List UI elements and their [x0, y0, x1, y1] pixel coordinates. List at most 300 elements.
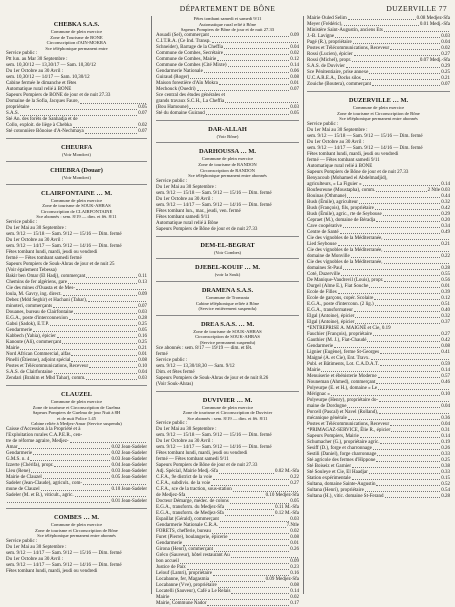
- dot-leader: [380, 350, 440, 354]
- entry-name: Girona (Henri), commerçant: [156, 547, 214, 553]
- phone-number: 0.02: [290, 50, 299, 56]
- dot-leader: [376, 458, 440, 462]
- locality-service-info: Circonscription de RANDON: [200, 167, 255, 173]
- directory-text-line: sem. 10,30/12 — 13,30/17 — Sam. 10,30/12: [6, 63, 96, 69]
- entry-name: Gendarmerie: [307, 343, 334, 349]
- locality-service-info: Sapeurs Pompiers de Guelma de jour Nuit à 8H: [32, 410, 121, 416]
- entry-name: Adj. Spécial, Mairie Medj.-Sfa: [156, 469, 218, 475]
- directory-text-line: Du 1er Mai au 30 Septembre :: [156, 427, 217, 433]
- directory-text-line: (Voir également Tebessa): [6, 267, 57, 273]
- dot-leader: [334, 344, 440, 348]
- entry-name: Kanoute (Ali), commerçant: [6, 339, 62, 345]
- entry-name: Centre de Santé: [307, 229, 339, 235]
- entry-name: Amar: [6, 444, 18, 450]
- dot-leader: [54, 370, 138, 374]
- dot-leader: [374, 296, 440, 300]
- entry-name: Gendarmerie: [156, 541, 183, 547]
- entry-name: maine de Dordogne: [307, 403, 347, 409]
- phone-number: 0.39: [441, 289, 450, 295]
- phone-number: 0.13: [138, 279, 147, 285]
- entry-name: Mairie: [156, 595, 170, 601]
- entry-name: de Medjez-Sfa: [156, 493, 186, 499]
- dot-leader: [75, 493, 146, 497]
- phone-number: 0.04: [138, 369, 147, 375]
- entry-name: (Bou Hamoune): [156, 104, 189, 110]
- directory-text-line: Service public :: [156, 178, 188, 184]
- entry-name: De Manique-Vaudrevil (Louis), propr.: [307, 277, 384, 283]
- locality-service-info: Automatique rural relié à Bône: [198, 21, 257, 27]
- locality-service-info: Cabine téléphonique reliée à Bône: [195, 300, 260, 306]
- entry-name: Domaine de la Sofia, Jacques Faure,: [6, 99, 79, 105]
- dot-leader: [74, 310, 137, 314]
- phone-number: 0.03: [441, 34, 450, 39]
- entry-name: C.F.A., sce de la traction, sous-station: [156, 487, 232, 493]
- column-2: [156, 16, 299, 607]
- phone-number: 0.04: [441, 403, 450, 409]
- directory-text-line: fermé — Fêtes tombant samedi fermé: [6, 255, 82, 261]
- phone-number: 0.33: [441, 469, 450, 475]
- dot-leader: [219, 81, 289, 85]
- locality-service-info: (Voir Bône): [216, 133, 239, 139]
- phone-number: 0.12: [290, 56, 299, 62]
- phone-number: 0.10 Jean-Sadeler: [111, 486, 147, 492]
- phone-number: 0.44: [441, 193, 450, 199]
- locality-service-info: Commune de plein exercice: [352, 105, 405, 110]
- entry-name: Sté du domaine Guiraud: [156, 110, 205, 116]
- dot-leader: [225, 505, 274, 509]
- phone-number: 0.07 Medj.-Sfa: [419, 58, 450, 63]
- entry-name: Cie des mines d'Ouasta et de Mes-: [6, 285, 75, 291]
- directory-text-line: Du 1er Mai au 30 Septembre :: [307, 127, 368, 133]
- dot-leader: [73, 123, 138, 127]
- dot-leader: [204, 69, 289, 73]
- directory-text-line: l'Exploitation rurales C.A.P.E.R., cen-: [6, 432, 83, 438]
- dot-leader: [197, 87, 290, 91]
- entry-name: Fauchier (François), propriétaire: [307, 331, 373, 337]
- phone-number: 0.03: [290, 517, 299, 523]
- entry-name: Cepraet (M.), domaine de Béradja: [307, 217, 376, 223]
- phone-number: 0.07: [138, 129, 147, 135]
- directory-text-line: Benyacoub (Mohamed el Abdelmadjid),: [307, 175, 388, 181]
- phone-number: 0.27: [441, 331, 450, 337]
- entry-name: Elgal (Antoine), épicier: [307, 313, 355, 319]
- directory-text-line: sem. 9/12 — 14/17 — Sam. 9/12 — 14/16 — Dim. fermé: [156, 445, 272, 451]
- locality-service-info: Fêtes tombant samedi et samedi 9/11: [193, 16, 262, 21]
- dot-leader: [376, 380, 440, 384]
- dot-leader: [384, 260, 449, 264]
- entry-name: bon accueil: [156, 559, 179, 565]
- entry-name: Maison forestière d'Aïn Mokra: [156, 80, 218, 86]
- directory-text-line: Du 1er Mai au 30 Septembre :: [6, 544, 67, 550]
- section-divider: [156, 236, 299, 237]
- locality-page-number: DUZERVILLE 77: [386, 4, 447, 13]
- phone-number: 0.40: [441, 307, 450, 313]
- entry-name: Cave coopérative: [307, 223, 342, 229]
- column-divider: [151, 16, 152, 594]
- entry-name: domaine de Monville: [307, 253, 350, 259]
- entry-name: Mairie de Clauzel: [6, 474, 42, 480]
- entry-name: Justice de Paix: [156, 565, 186, 571]
- phone-number: 0.02: [441, 46, 450, 51]
- dot-leader: [30, 105, 137, 109]
- entry-name: Polyeurpe (E. et H.), domaine « Le: [307, 385, 378, 391]
- locality-service-info: (Voir Mondovi): [62, 152, 91, 158]
- locality-service-info: Sce téléphonique permanent entre: [45, 45, 108, 51]
- entry-name: Polyeurpe (Henry), propriétaire do-: [307, 397, 379, 403]
- entry-name: Bush (François), fils, propriétaire: [307, 205, 374, 211]
- dot-leader: [218, 583, 290, 587]
- dot-leader: [376, 482, 440, 486]
- entry-name: Bouinas (Othmane): [307, 193, 347, 199]
- entry-name: Locatelli (Sauveur), Café a Le Relais: [156, 589, 231, 595]
- phone-number: 0.21: [441, 76, 450, 81]
- entry-name: Maigné (A. et Cie), Ent. Travx.: [307, 355, 370, 361]
- phone-number: 0.28: [138, 315, 147, 321]
- phone-number: 0.04: [441, 40, 450, 45]
- phone-number: 0.05: [290, 110, 299, 116]
- directory-text-line: sem. 9/12 — 14/17 — Sam. 9/12 — 14/16 — Dim. fermé: [6, 562, 122, 568]
- directory-text-line: Du 1er Octobre au 30 Avril :: [6, 237, 64, 243]
- dot-leader: [219, 469, 274, 473]
- locality-service-info: et de nuit Police 1.45: [57, 415, 96, 421]
- directory-text-line: Du 1er Octobre au 30 Avril :: [6, 556, 64, 562]
- locality-service-info: Zone de tourisme de SOUK-AHRAS: [193, 328, 262, 334]
- locality-heading: DJEBEL-KOUIF … M.: [195, 264, 260, 272]
- dot-leader: [335, 34, 440, 38]
- directory-text-line: Du 1er Octobre au 30 Avril :: [307, 139, 365, 145]
- entry-name: Porcell (Pascal) et Navel (Rolland),: [307, 409, 379, 415]
- phone-number: 0.37: [441, 319, 450, 325]
- dot-leader: [50, 322, 137, 326]
- phone-number: 0.02: [290, 595, 299, 601]
- phone-number: 0.57: [441, 373, 450, 379]
- directory-text-line: sem. 10,30/12 — 14/17 — Sam. 10,30/12: [6, 75, 90, 81]
- phone-number: 0.07: [138, 303, 147, 309]
- dot-leader: [390, 422, 440, 426]
- directory-text-line: Sapeurs Pompiers de Souk-Ahras de jour et de nuit 25: [6, 261, 115, 267]
- phone-number: 0.08 Medjez-Sfa: [416, 16, 450, 21]
- phone-number: 0.14: [290, 62, 299, 68]
- entry-name: Mairie Ouled Selim: [307, 16, 347, 21]
- directory-text-line: Automatique rural relié à BONE: [307, 163, 373, 169]
- directory-entry: [307, 494, 450, 500]
- entry-name: Nouneman (Ahmed), commerçant: [307, 379, 376, 385]
- entry-name: Furet (Pierre), boulangerie, épicerie: [156, 535, 228, 541]
- directory-text-line: fermé: [156, 351, 168, 357]
- dot-leader: [230, 499, 290, 503]
- entry-name: Gendarmerie Nationale C.R.A.: [156, 523, 219, 529]
- section-divider: [6, 161, 147, 162]
- directory-text-line: Automatique rural relié à Bône: [156, 220, 219, 226]
- dot-leader: [384, 248, 449, 252]
- section-divider: [156, 142, 299, 143]
- entry-name: Ecole de garçons, copér. Scolaire: [307, 295, 374, 301]
- directory-text-line: Caisse d'Accession à la Propriété et à: [6, 426, 81, 432]
- dot-leader: [375, 206, 440, 210]
- dot-leader: [33, 328, 137, 332]
- phone-number: 0.11 M.-Sfa: [275, 505, 299, 511]
- entry-name: Locabanne (Vve), propriétaire: [156, 583, 217, 589]
- entry-name: mécanique générale: [307, 415, 347, 421]
- phone-number: 0.31: [441, 427, 450, 433]
- entry-name: Douanes, bureau de Clairfontaine: [6, 309, 74, 315]
- entry-name: Lignier (Eugène), ferme St-Georges: [307, 349, 380, 355]
- locality-heading: CHEURFA: [60, 144, 93, 152]
- locality-service-info: Commune de plein exercice: [50, 521, 103, 527]
- dot-leader: [347, 194, 440, 198]
- dot-leader: [62, 340, 137, 344]
- entry-name: Locabanne, fer, Magasmia: [156, 577, 210, 583]
- dot-leader: [210, 33, 289, 37]
- entry-name: Rossi (Michel), propr.: [307, 58, 352, 63]
- dot-leader: [206, 111, 290, 115]
- phone-number: 0.02 Jean-Sadeler: [111, 450, 147, 456]
- dot-leader: [89, 364, 137, 368]
- directory-text-line: *ENTREPRISE A. MAIGNÉ et Cie, 0.19: [307, 325, 391, 331]
- entry-name: Sadeler (Jean-Claude), agricult., com-: [6, 480, 83, 486]
- dot-leader: [228, 63, 290, 67]
- phone-number: 0.02 M.-Sfa: [274, 469, 299, 475]
- directory-entry: [307, 82, 450, 88]
- dot-leader: [373, 332, 440, 336]
- entry-name: Sté agricole des fermes d'Hippone: [307, 457, 376, 463]
- phone-number: 0.01: [138, 351, 147, 357]
- dot-leader: [18, 445, 110, 449]
- directory-text-line: Du 1er Mai au 30 Septembre :: [6, 225, 67, 231]
- phone-number: 0.10: [138, 363, 147, 369]
- entry-name: grands travaux S.C.H., La Cheffia: [156, 98, 225, 104]
- dot-leader: [69, 316, 138, 320]
- phone-number: 0.55: [441, 271, 450, 277]
- dot-leader: [85, 129, 138, 133]
- locality-service-info: Commune de plein exercice: [50, 197, 103, 203]
- phone-number: 0.09: [290, 32, 299, 38]
- column-3: [307, 16, 450, 500]
- entry-name: mune de Clauzel: [6, 486, 40, 492]
- phone-number: 0.25: [138, 321, 147, 327]
- entry-name: Docteur Démarge, médec. de colons: [156, 499, 229, 505]
- entry-name: tre de réforme agraire, Medjez-: [6, 438, 69, 444]
- locality-heading: DEM-EL-BEGRAT: [200, 241, 255, 249]
- phone-number: 0.27: [441, 52, 450, 57]
- dot-leader: [183, 541, 289, 545]
- entry-name: Sté cotonnière Bônoise d'A-Nechmaya: [6, 129, 84, 135]
- entry-name: Sultana (H.), vitic. domaine St-Ferand: [307, 493, 384, 499]
- locality-service-info: Commune de plein exercice: [201, 156, 254, 162]
- entry-name: Mairie, Commune Nador: [156, 601, 207, 607]
- entry-name: domaines St-Paul: [307, 265, 343, 271]
- entry-name: Sté Boiseiz et Garnier: [307, 463, 352, 469]
- locality-service-info: Sce téléphonique permanent entre abonnés: [339, 116, 418, 122]
- entry-name: E.G.A., poste d'interconn. (2 lig.): [307, 301, 374, 307]
- dot-leader: [224, 51, 289, 55]
- phone-number: 0.26: [290, 547, 299, 553]
- phone-number: 0.07: [290, 86, 299, 92]
- dot-leader: [391, 428, 440, 432]
- entry-name: Postes et Télécommunications, Receveur: [307, 421, 390, 427]
- dot-leader: [43, 475, 111, 479]
- directory-text-line: fermé — Fêtes tombant samedi 9/11: [156, 457, 229, 463]
- entry-name: Nord African Commercial, alfas: [6, 351, 71, 357]
- entry-name: Chemins de fer algériens, gare: [6, 279, 67, 285]
- entry-name: Gauthier (M. J.), Fiat-Chaudé: [307, 337, 367, 343]
- locality-service-info: (Service permanent suspendu): [199, 339, 256, 345]
- phone-number: 0.02: [138, 123, 147, 129]
- locality-heading: DARHOUSSA … M.: [199, 148, 256, 156]
- dot-leader: [214, 547, 289, 551]
- entry-name: Postes et Télécommunications, Receveur: [6, 363, 89, 369]
- phone-number: 0.01: [290, 541, 299, 547]
- dot-leader: [390, 46, 440, 50]
- dot-leader: [219, 523, 286, 527]
- entry-name: Sestili (Daniel), forge charronnage: [307, 451, 377, 457]
- directory-text-line: Service public :: [6, 538, 38, 544]
- dot-leader: [41, 487, 111, 491]
- phone-number: 0.14: [441, 367, 450, 373]
- dot-leader: [53, 304, 137, 308]
- directory-text-line: sem. 9/12 — 14/17 — Sam. 9/12 — 15/16 — Dim. fermé: [6, 550, 122, 556]
- directory-text-line: Service public :: [156, 421, 188, 427]
- entry-name: S.A.S. de Duvivier: [307, 64, 345, 69]
- directory-text-line: Sapeurs Pompiers de Souk-Ahras de jour et de nuit 8.26: [156, 375, 269, 381]
- directory-text-line: Sapeurs Pompiers de BONE de jour et de nuit 27.33: [6, 93, 111, 99]
- directory-text-line: Cabine fermée le dimanche et fêtes: [6, 81, 77, 87]
- entry-name: Collo, exploit. de liège à Chebka: [6, 123, 72, 129]
- dot-leader: [383, 212, 441, 216]
- phone-number: 0.16: [290, 571, 299, 577]
- phone-number: 0.09 Medjez-Sfa: [265, 577, 299, 583]
- directory-text-line: sem. 9/12 — 14/17 — Sam. 9/12 — 14/16 — Dim. fermé: [156, 202, 272, 208]
- dot-leader: [210, 577, 265, 581]
- phone-number: 0.08: [290, 74, 299, 80]
- phone-number: 0.33: [441, 451, 450, 457]
- directory-text-line: Du 1er Mai au 30 Septembre :: [156, 184, 217, 190]
- dot-leader: [211, 481, 289, 485]
- dot-leader: [321, 368, 440, 372]
- dot-leader: [340, 230, 441, 234]
- phone-number: 0.59: [441, 361, 450, 367]
- entry-name: C.F.A., 9e district de la voie: [156, 475, 213, 481]
- entry-name: J.-B. Lavigne: [307, 34, 335, 39]
- dot-leader: [353, 40, 441, 44]
- entry-name: Commune de Combes (Cité Mixte): [156, 62, 227, 68]
- phone-number: 0.01: [441, 283, 450, 289]
- dot-leader: [348, 416, 440, 420]
- directory-text-line: Sapeurs Pompiers de Bône de jour et de nuit 27.33: [156, 226, 258, 232]
- dot-leader: [385, 494, 441, 498]
- phone-number: 0.20: [441, 217, 450, 223]
- locality-heading: CLAUZEL: [61, 390, 92, 398]
- phone-number: 0.34: [441, 223, 450, 229]
- phone-number: 0.05 Jean-Sadeler: [111, 474, 147, 480]
- entry-name: loula, M. Gavry, ing. direct.: [6, 291, 62, 297]
- locality-service-info: Commune de plein exercice: [201, 404, 254, 410]
- phone-number: 0.09: [138, 291, 147, 297]
- entry-name: E.G.A., transform. du Medjez-Sfa: [156, 505, 225, 511]
- dot-leader: [68, 280, 137, 284]
- dot-leader: [231, 553, 298, 557]
- dot-leader: [186, 493, 264, 497]
- entry-name: Cie des vignobles de la Méditerranée,: [307, 235, 383, 241]
- dot-leader: [190, 75, 289, 79]
- dot-leader: [54, 463, 110, 467]
- locality-service-info: Commune de Tromsnia: [205, 294, 250, 300]
- dot-leader: [379, 410, 449, 414]
- dot-leader: [384, 278, 440, 282]
- dot-leader: [71, 358, 137, 362]
- dot-leader: [351, 254, 440, 258]
- phone-number: 0.42: [441, 337, 450, 343]
- phone-number: 0.15: [441, 475, 450, 481]
- entry-name: Bush (Émile), agriculteur: [307, 199, 358, 205]
- section-divider: [6, 138, 147, 139]
- phone-number: 0.03: [138, 375, 147, 381]
- dot-leader: [352, 464, 440, 468]
- phone-number: 0.41: [441, 349, 450, 355]
- dot-leader: [376, 188, 426, 192]
- dot-leader: [367, 338, 440, 342]
- phone-number: 0.56: [441, 277, 450, 283]
- directory-text-line: Service public :: [307, 121, 339, 127]
- dot-leader: [76, 286, 146, 290]
- phone-number: 0.10: [441, 391, 450, 397]
- phone-number: 0.14: [441, 181, 450, 187]
- entry-name: Mairie: [6, 345, 20, 351]
- entry-name: Bakir ben Omar (El Hadj), commerçant: [6, 273, 86, 279]
- entry-name: S.A.S. de Clairfontaine: [6, 369, 53, 375]
- column-divider: [303, 16, 304, 594]
- directory-text-line: Dim. et fêtes fermé: [156, 369, 195, 375]
- entry-name: E.G.A., transformateur: [307, 307, 353, 313]
- dot-leader: [213, 475, 289, 479]
- entry-name: *PRIMAGAZ-SERVICE, Élie R., épicier: [307, 427, 391, 433]
- entry-name: Publ. et Bâtiments, Lot. C.A.D.A.T.: [307, 361, 379, 367]
- phone-number: 0.02 Jean-Sadeler: [111, 444, 147, 450]
- entry-name: C.F.A., subdivis. de la voie: [156, 481, 211, 487]
- locality-heading: CHEBKA S.A.S.: [53, 21, 100, 28]
- section-divider: [6, 508, 147, 509]
- dot-leader: [86, 376, 137, 380]
- entry-name: Elgal (Antoine), épicier: [307, 319, 355, 325]
- phone-number: 0.01: [290, 80, 299, 86]
- entry-name: Sultana, domaine Sainte-Augustin: [307, 481, 376, 487]
- locality-service-info: (Voir Combes): [213, 249, 242, 255]
- entry-name: FORETS, chefferie, bureau: [156, 529, 211, 535]
- phone-number: 0.29: [441, 211, 450, 217]
- entry-name: Gabsi (Sadok), E.T.P.: [6, 321, 49, 327]
- phone-number: 0.36: [441, 415, 450, 421]
- entry-name: Pinelli (Étienne), adjoint spécial: [6, 357, 71, 363]
- section-divider: [6, 385, 147, 386]
- locality-service-info: Zone de tourisme et Circonscription de Bône: [35, 527, 118, 533]
- phone-number: 0.28: [441, 493, 450, 499]
- section-divider: [156, 120, 299, 121]
- locality-heading: DUZERVILLE … M.: [348, 97, 409, 104]
- locality-service-info: Sce téléphonique permanent entre abonnés: [37, 533, 116, 539]
- phone-number: 0.51: [441, 301, 450, 307]
- directory-text-line: Sapeurs Pompiers de Bône de jour et de nuit 27.33: [307, 169, 409, 175]
- dot-leader: [375, 302, 441, 306]
- phone-number: 0.05: [138, 327, 147, 333]
- directory-text-line: Sapeurs Pompiers de Bône de jour et de nuit 27.33: [156, 463, 258, 469]
- locality-service-info: Zone de Tourisme de BONE: [50, 34, 103, 40]
- entry-name: G.M.S. n. 4: [6, 456, 30, 462]
- phone-number: 0.08: [441, 343, 450, 349]
- locality-service-info: Commune de plein exercice: [50, 398, 103, 404]
- phone-number: 0.14: [290, 589, 299, 595]
- phone-number: 0.08: [138, 357, 147, 363]
- locality-service-info: Sce téléphonique permanent entre abonnés: [188, 173, 267, 179]
